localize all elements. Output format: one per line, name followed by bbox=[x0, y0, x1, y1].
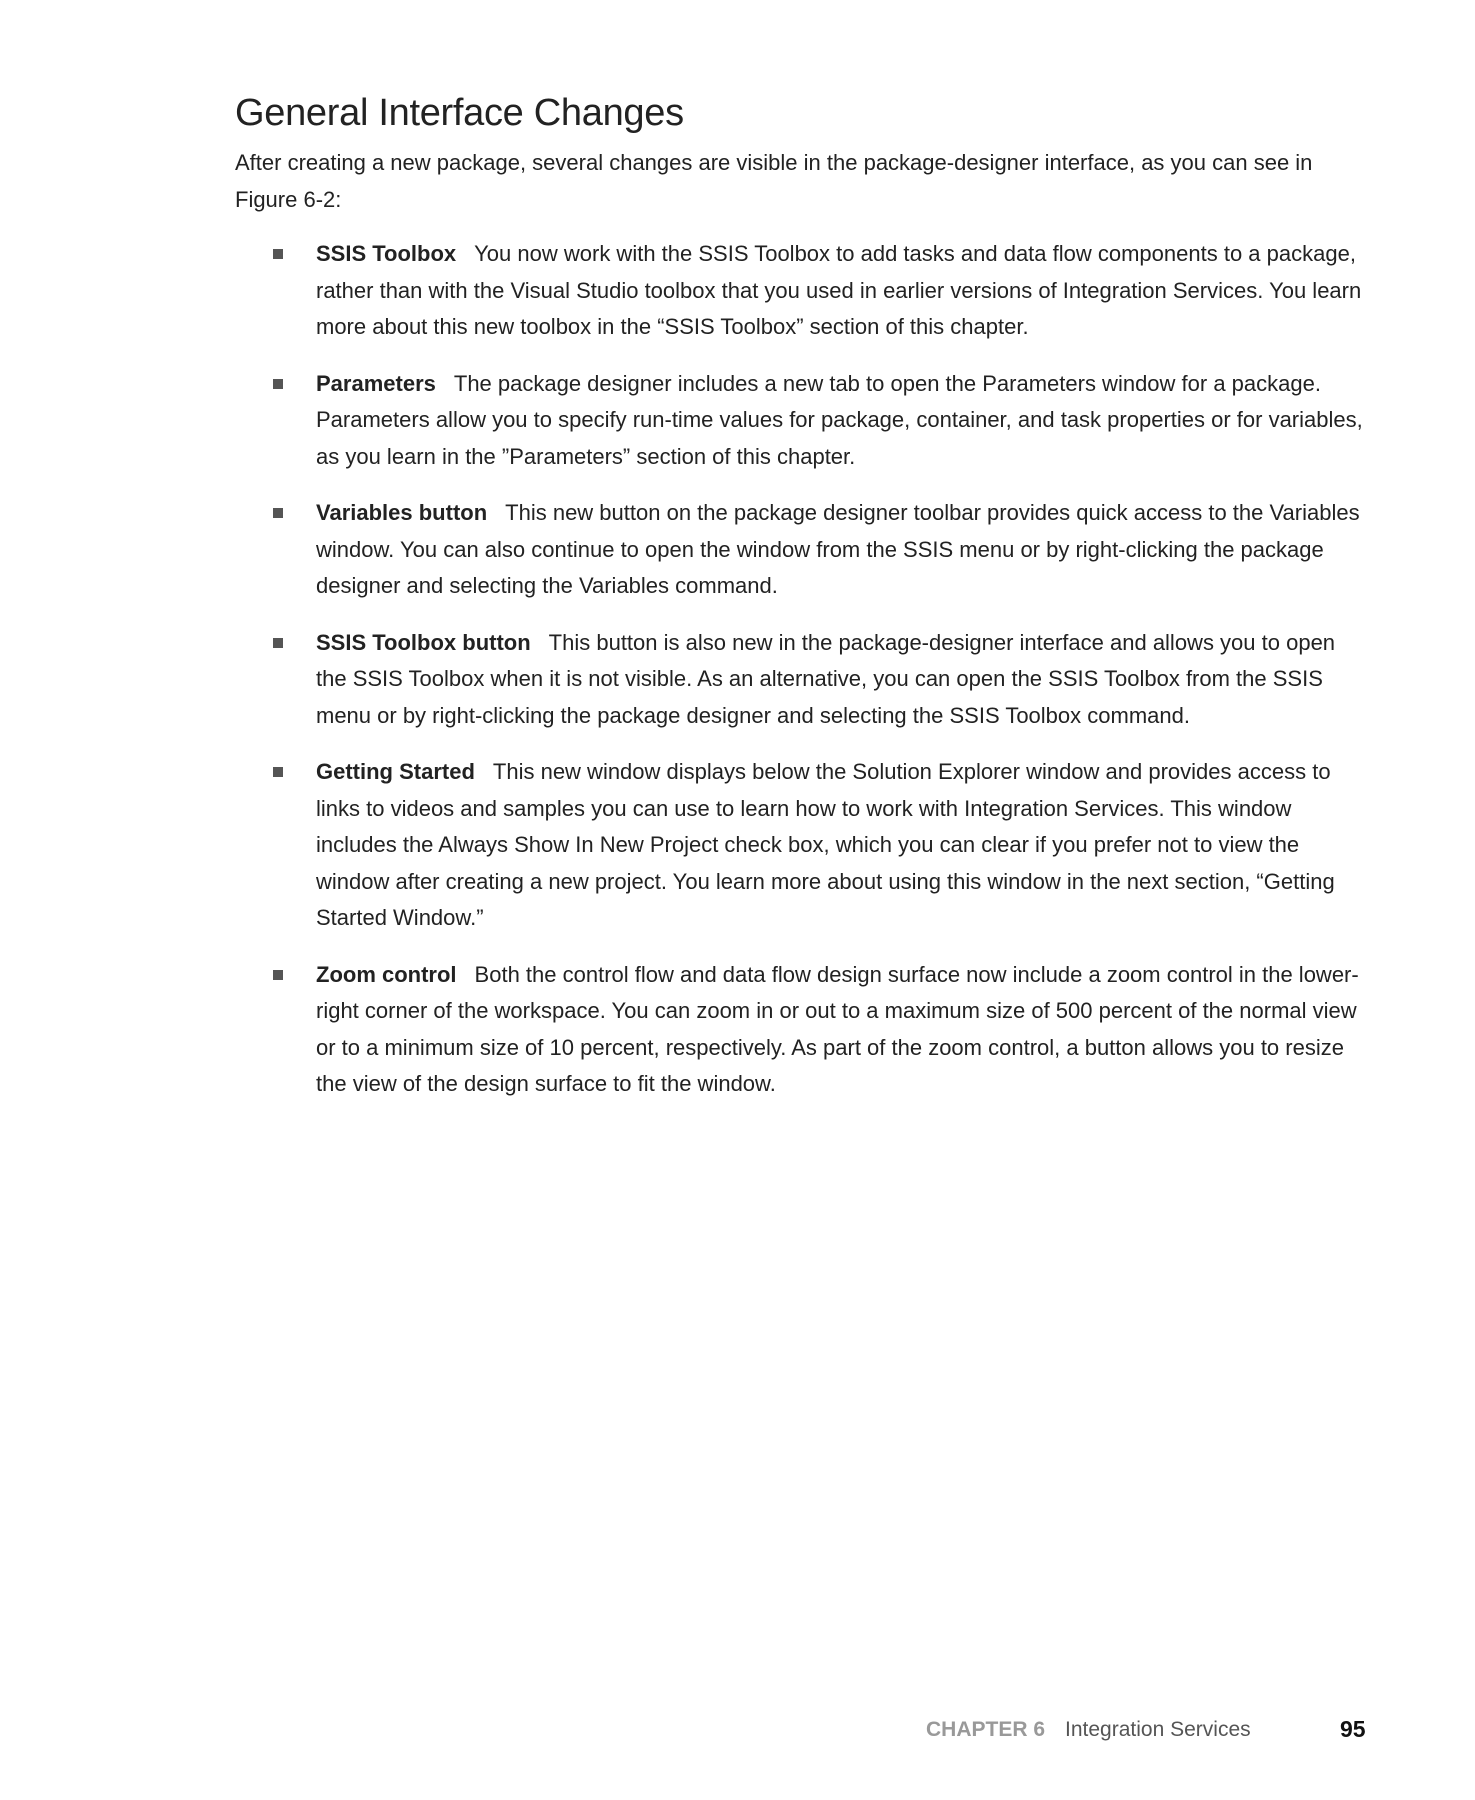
list-item bbox=[235, 366, 1365, 476]
item-text: This button is also new in the package-designer interface and allows you to open the SSIS Toolbox when it is not visible. As an alternative, you can open the SSIS Toolbox from the SSIS menu or by right-clicking the package designer and selecting the SSIS Toolbox command. bbox=[316, 629, 1336, 728]
intro-paragraph: After creating a new package, several changes are visible in the package-designer interface, as you can see in Figure 6-2: bbox=[235, 150, 1313, 212]
item-term: Getting Started bbox=[316, 759, 475, 784]
list-item bbox=[235, 625, 1365, 735]
square-bullet-icon bbox=[273, 249, 283, 259]
item-term: SSIS Toolbox bbox=[316, 241, 457, 266]
item-term: Parameters bbox=[316, 370, 436, 396]
item-text: The package designer includes a new tab to open the Parameters window for a package. Parameters allow you to specify run-time values for package, container, and task properties or for variables, as you learn in the ”Parameters” section of this chapter. bbox=[316, 370, 1363, 469]
footer-chapter: CHAPTER 6 bbox=[926, 1718, 1046, 1741]
page-body bbox=[235, 92, 1365, 1123]
section-heading: General Interface Changes bbox=[235, 92, 684, 134]
bullet-list bbox=[235, 236, 1365, 1103]
square-bullet-icon bbox=[273, 767, 283, 777]
item-term: SSIS Toolbox button bbox=[316, 629, 531, 655]
footer-title: Integration Services bbox=[1065, 1718, 1251, 1741]
list-item bbox=[235, 236, 1365, 346]
item-term: Variables button bbox=[316, 500, 488, 525]
item-text: You now work with the SSIS Toolbox to add tasks and data flow components to a package, rather than with the Visual Studio toolbox that you used in earlier versions of Integration Services. You learn more about this new toolbox in the “SSIS Toolbox” section of this chapter. bbox=[316, 241, 1362, 339]
item-text: This new button on the package designer toolbar provides quick access to the Variables window. You can also continue to open the window from the SSIS menu or by right-clicking the package designer and selecting the Variables command. bbox=[316, 500, 1360, 598]
list-item bbox=[235, 754, 1365, 937]
item-text: This new window displays below the Solution Explorer window and provides access to links to videos and samples you can use to learn how to work with Integration Services. This window includes the Always Show In New Project check box, which you can clear if you prefer not to view the window after creating a new project. You learn more about using this window in the next section, “Getting Started Window.” bbox=[316, 759, 1335, 930]
square-bullet-icon bbox=[273, 970, 283, 980]
page-number: 95 bbox=[1340, 1716, 1366, 1742]
list-item bbox=[235, 957, 1365, 1103]
square-bullet-icon bbox=[273, 638, 283, 648]
square-bullet-icon bbox=[273, 379, 283, 389]
page-footer bbox=[926, 1718, 1251, 1742]
item-text: Both the control flow and data flow design surface now include a zoom control in the lower-right corner of the workspace. You can zoom in or out to a maximum size of 500 percent of the normal view or to a minimum size of 10 percent, respectively. As part of the zoom control, a button allows you to resize the view of the design surface to fit the window. bbox=[316, 961, 1359, 1096]
square-bullet-icon bbox=[273, 508, 283, 518]
item-term: Zoom control bbox=[316, 961, 457, 987]
list-item bbox=[235, 495, 1365, 605]
